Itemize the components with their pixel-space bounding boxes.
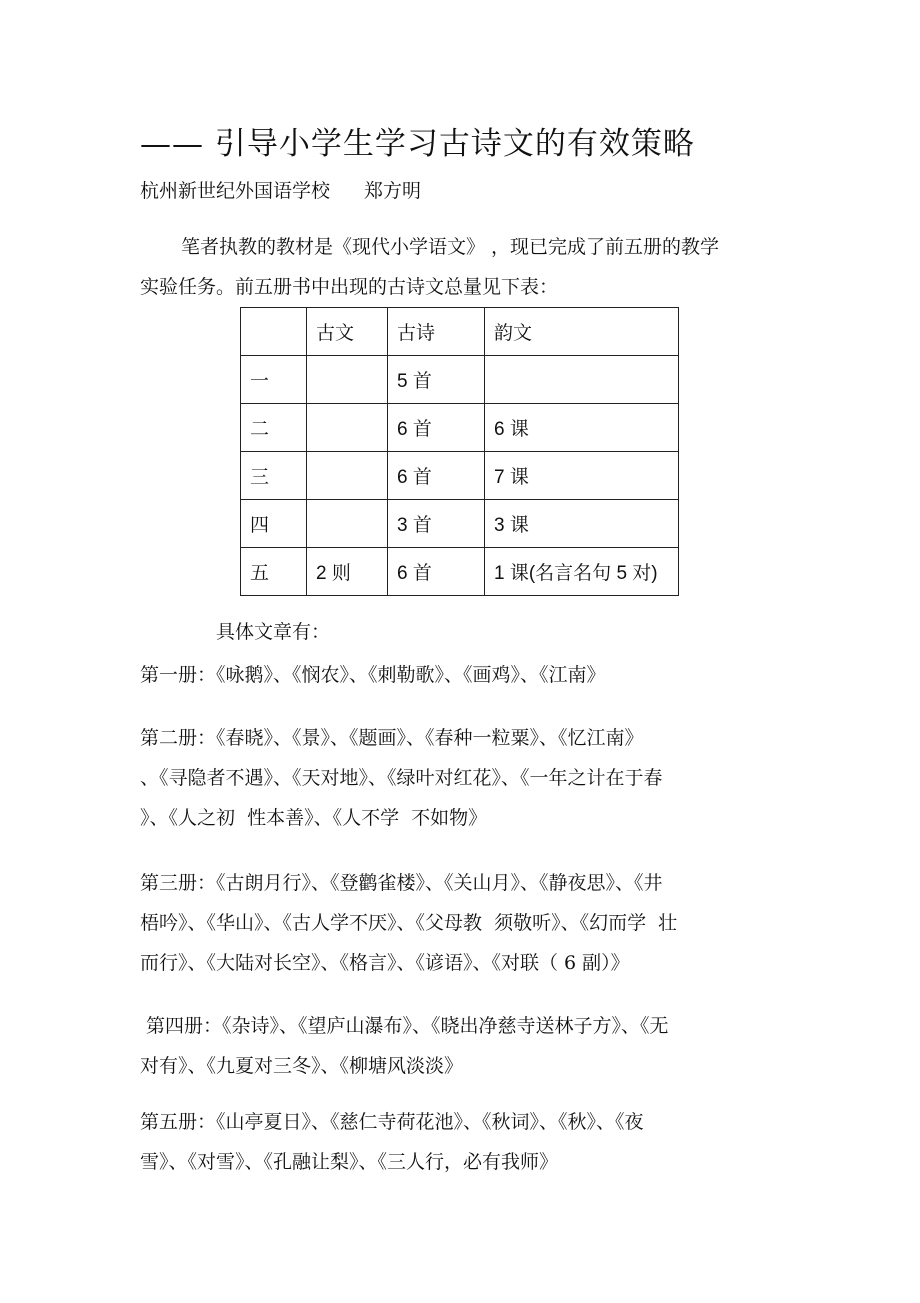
volume-line: 》、《人之初 性本善》、《人不学 不如物》	[140, 807, 488, 829]
volume-line: 梧吟》、《华山》、《古人学不厌》、《父母教 须敬听》、《幻而学 壮	[140, 912, 678, 934]
table-cell	[307, 500, 388, 548]
table-row	[241, 356, 679, 404]
author-line	[140, 176, 421, 203]
table-cell: 四	[241, 500, 307, 548]
table-header-cell: 韵文	[485, 308, 679, 356]
table-cell: 三	[241, 452, 307, 500]
author-school: 杭州新世纪外国语学校	[140, 180, 331, 202]
intro-line-1: 笔者执教的教材是《现代小学语文》 ，现已完成了前五册的教学	[181, 236, 720, 258]
table-cell: 5 首	[388, 356, 485, 404]
table-header-cell: 古诗	[388, 308, 485, 356]
table-cell: 五	[241, 548, 307, 596]
table-cell	[307, 404, 388, 452]
table-row	[241, 548, 679, 596]
volume-1-paragraph	[140, 655, 795, 695]
volume-line: 第四册：《杂诗》、《望庐山瀑布》、《晓出净慈寺送林子方》、《无	[140, 1015, 669, 1037]
table-row	[241, 404, 679, 452]
table-cell: 6 首	[388, 404, 485, 452]
table-cell: 2 则	[307, 548, 388, 596]
volume-line: 对有》、《九夏对三冬》、《柳塘风淡淡》	[140, 1055, 464, 1077]
table-cell: 3 首	[388, 500, 485, 548]
table-row	[241, 452, 679, 500]
table-cell: 二	[241, 404, 307, 452]
volume-line: 第二册：《春晓》、《景》、《题画》、《春种一粒粟》、《忆江南》	[140, 727, 644, 749]
table-cell	[307, 356, 388, 404]
table-cell: 6 首	[388, 548, 485, 596]
author-name: 郑方明	[364, 180, 422, 202]
table-header-cell	[241, 308, 307, 356]
volume-4-paragraph	[140, 1006, 795, 1086]
volume-line: 第一册：《咏鹅》、《悯农》、《刺勒歌》、《画鸡》、《江南》	[140, 664, 606, 686]
table-cell: 3 课	[485, 500, 679, 548]
volume-line: 第三册：《古朗月行》、《登鹳雀楼》、《关山月》、《静夜思》、《井	[140, 872, 663, 894]
table-cell	[307, 452, 388, 500]
document-title: —— 引导小学生学习古诗文的有效策略	[140, 126, 695, 162]
table-header-cell: 古文	[307, 308, 388, 356]
table-cell	[485, 356, 679, 404]
table-cell: 1 课(名言名句 5 对)	[485, 548, 679, 596]
table-cell: 6 课	[485, 404, 679, 452]
volume-5-paragraph	[140, 1102, 795, 1182]
table-cell: 7 课	[485, 452, 679, 500]
table-row	[241, 500, 679, 548]
intro-line-2: 实验任务。前五册书中出现的古诗文总量见下表：	[140, 276, 559, 298]
volume-2-paragraph	[140, 718, 795, 838]
volume-3-paragraph	[140, 863, 795, 983]
volume-line: 而行》、《大陆对长空》、《格言》、《谚语》、《对联（ 6 副）》	[140, 952, 630, 974]
volume-line: 、《寻隐者不遇》、《天对地》、《绿叶对红花》、《一年之计在于春	[140, 767, 663, 789]
volume-line: 雪》、《对雪》、《孔融让梨》、《三人行，必有我师》	[140, 1151, 559, 1173]
table-cell: 一	[241, 356, 307, 404]
table-header-row	[241, 308, 679, 356]
articles-label: 具体文章有：	[216, 621, 331, 643]
volume-line: 第五册：《山亭夏日》、《慈仁寺荷花池》、《秋词》、《秋》、《夜	[140, 1111, 644, 1133]
poem-count-table	[240, 307, 679, 596]
table-cell: 6 首	[388, 452, 485, 500]
